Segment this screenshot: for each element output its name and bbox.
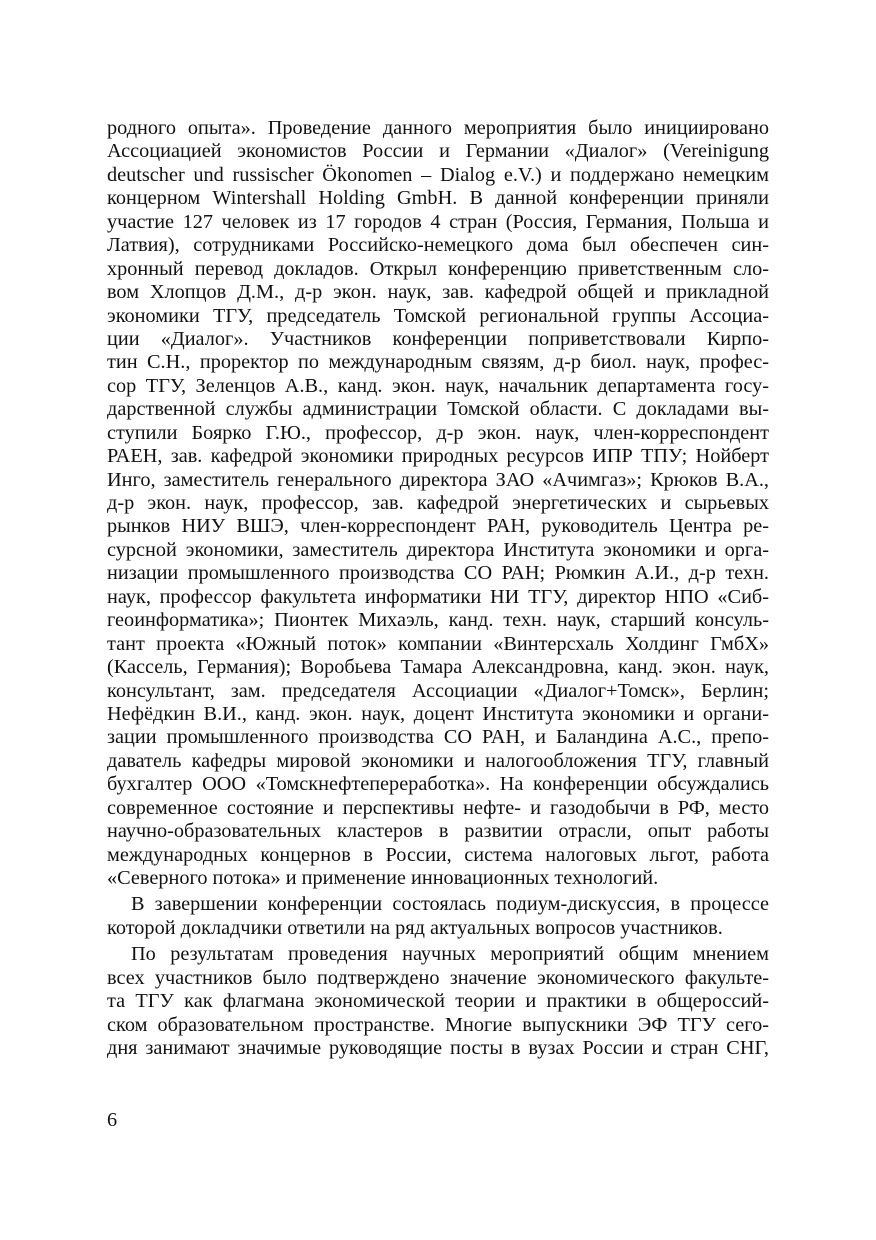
text-line: ции «Диалог». Участников конференции поприветствовали Кирпо- [107,327,769,350]
text-line: Инго, заместитель генерального директора ЗАО «Ачимгаз»; Крюков В.А., [107,468,769,491]
text-line: рынков НИУ ВШЭ, член-корреспондент РАН, руководитель Центра ре- [107,515,769,538]
text-line: тант проекта «Южный поток» компании «Винтерсхаль Холдинг ГмбХ» [107,632,769,655]
text-line: зации промышленного производства СО РАН, и Баландина А.С., препо- [107,726,769,749]
text-line: дня занимают значимые руководящие посты в вузах России и стран СНГ, [107,1037,769,1060]
text-line: которой докладчики ответили на ряд актуальных вопросов участников. [107,916,723,939]
text-line: дарственной службы администрации Томской области. С докладами вы- [107,398,769,421]
text-line: Ассоциацией экономистов России и Германии «Диалог» (Vereinigung [107,140,769,163]
text-line: бухгалтер ООО «Томскнефтепереработка». На конференции обсуждались [107,773,769,796]
text-line: сурсной экономики, заместитель директора Института экономики и орга- [107,538,769,561]
text-line: международных концернов в России, система налоговых льгот, работа [107,843,769,866]
text-line: концерном Wintershall Holding GmbH. В данной конференции приняли [107,187,769,210]
text-line: (Кассель, Германия); Воробьева Тамара Александровна, канд. экон. наук, [107,656,769,679]
text-line: РАЕН, зав. кафедрой экономики природных ресурсов ИПР ТПУ; Нойберт [107,445,769,468]
text-line: родного опыта». Проведение данного мероприятия было инициировано [107,117,769,139]
text-line: научно-образовательных кластеров в развитии отрасли, опыт работы [107,820,769,843]
text-line: В завершении конференции состоялась подиум-дискуссия, в процессе [131,893,769,916]
text-line: тин С.Н., проректор по международным связям, д-р биол. наук, профес- [107,351,769,374]
paragraph-2 [107,893,769,940]
text-line: Нефёдкин В.И., канд. экон. наук, доцент Института экономики и органи- [107,702,769,725]
text-line: всех участников было подтверждено значение экономического факульте- [107,966,769,989]
text-line: низации промышленного производства СО РАН; Рюмкин А.И., д-р техн. [107,562,769,585]
text-line: вом Хлопцов Д.М., д-р экон. наук, зав. кафедрой общей и прикладной [107,281,769,304]
text-line: хронный перевод докладов. Открыл конференцию приветственным сло- [107,257,769,280]
text-line: ском образовательном пространстве. Многие выпускники ЭФ ТГУ сего- [107,1013,769,1036]
text-line: та ТГУ как флагмана экономической теории и практики в общероссий- [107,990,769,1013]
text-line: современное состояние и перспективы нефте- и газодобычи в РФ, место [107,796,769,819]
text-line: геоинформатика»; Пионтек Михаэль, канд. техн. наук, старший консуль- [107,609,769,632]
text-line: консультант, зам. председателя Ассоциации «Диалог+Томск», Берлин; [107,679,769,702]
text-line: deutscher und russischer Ökonomen – Dialog e.V.) и поддержано немецким [107,163,769,186]
text-line: д-р экон. наук, профессор, зав. кафедрой энергетических и сырьевых [107,492,769,514]
text-line: даватель кафедры мировой экономики и налогообложения ТГУ, главный [107,749,769,772]
text-line: Латвия), сотрудниками Российско-немецкого дома был обеспечен син- [107,234,769,257]
text-line: сор ТГУ, Зеленцов А.В., канд. экон. наук, начальник департамента госу- [107,374,769,397]
text-line: участие 127 человек из 17 городов 4 стран (Россия, Германия, Польша и [107,210,769,233]
page-number: 6 [107,1109,118,1131]
text-line: наук, профессор факультета информатики НИ ТГУ, директор НПО «Сиб- [107,585,769,608]
text-line: По результатам проведения научных мероприятий общим мнением [131,943,769,966]
text-line: «Северного потока» и применение инновационных технологий. [107,867,659,889]
page-body [107,117,769,1061]
paragraph-3 [107,943,769,1060]
text-line: экономики ТГУ, председатель Томской региональной группы Ассоциа- [107,304,769,327]
text-line: ступили Боярко Г.Ю., профессор, д-р экон. наук, член-корреспондент [107,421,769,444]
paragraph-1 [107,117,769,890]
